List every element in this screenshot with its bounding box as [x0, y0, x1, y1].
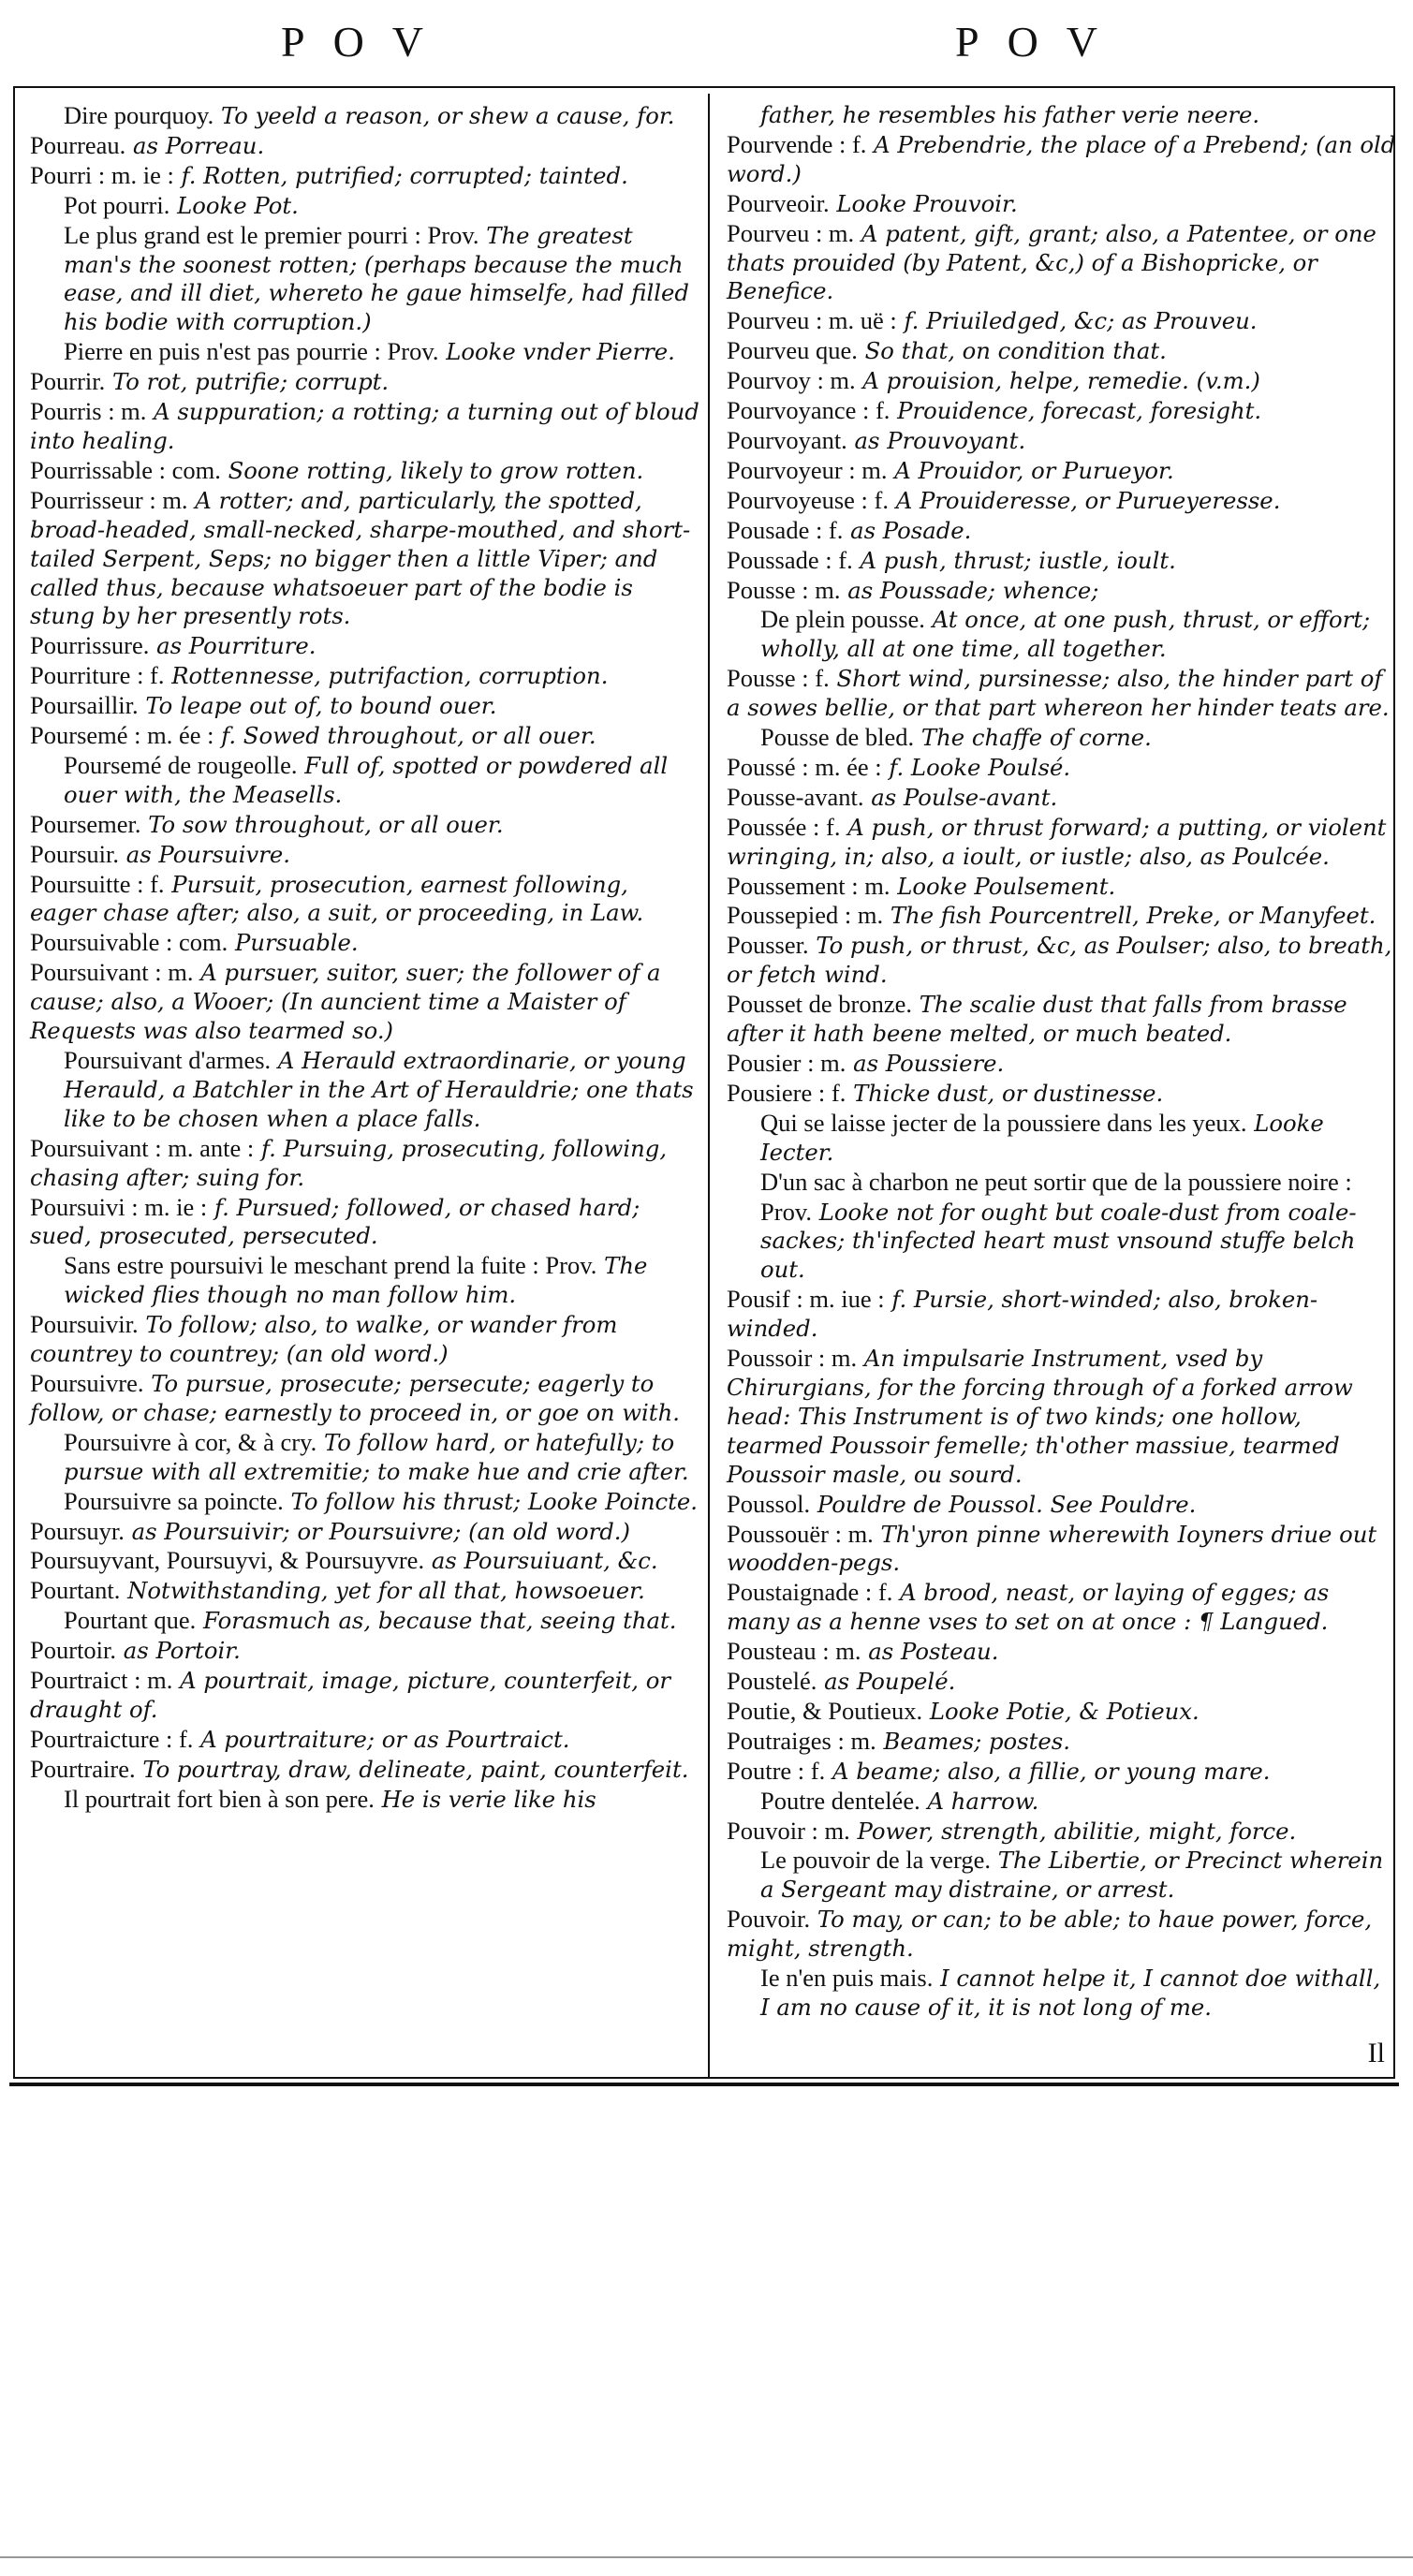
left-column [30, 101, 699, 1815]
dictionary-entry [727, 486, 1396, 516]
dictionary-entry [30, 721, 699, 751]
dictionary-entry [727, 1168, 1396, 1286]
dictionary-entry [30, 1606, 699, 1636]
dictionary-entry [727, 1905, 1396, 1964]
entry-gloss: The greatest man's the soonest rotten; (perhaps because the much ease, and ill diet, whereto he gaue himselfe, had filled his bodie with corruption.) [64, 221, 689, 336]
page-header [0, 0, 1413, 84]
entry-gloss: To pursue, prosecute; persecute; eagerly to follow, or chase; earnestly to proceed in, or goe on with. [30, 1369, 680, 1426]
entry-headword: Poussade : f. [727, 545, 853, 574]
entry-headword: Qui se laisse jecter de la poussiere dans les yeux. [760, 1108, 1247, 1137]
entry-headword: Poutraiges : m. [727, 1726, 876, 1755]
dictionary-entry [30, 367, 699, 397]
entry-headword: Poussée : f. [727, 812, 841, 841]
entry-gloss: The wicked flies though no man follow him. [64, 1252, 648, 1309]
entry-gloss: Forasmuch as, because that, seeing that. [203, 1607, 677, 1635]
entry-headword: Pourveu : m. uë : [727, 306, 897, 335]
entry-gloss: The scalie dust that falls from brasse after it hath beene melted, or much beated. [727, 991, 1347, 1048]
running-head-right: POV [955, 18, 1126, 66]
dictionary-entry [727, 456, 1396, 486]
entry-gloss: A Herauld extraordinarie, or young Herauld, a Batchler in the Art of Herauldrie; one thats like to be chosen when a place falls. [64, 1047, 694, 1132]
dictionary-entry [30, 1193, 699, 1252]
entry-headword: Pousade : f. [727, 515, 844, 544]
entry-gloss: as Poussiere. [853, 1050, 1005, 1077]
dictionary-entry [30, 928, 699, 958]
dictionary-entry [727, 664, 1396, 723]
entry-gloss: Looke vnder Pierre. [446, 338, 675, 366]
entry-gloss: Pursuable. [234, 929, 359, 957]
entry-gloss: as Pourriture. [156, 632, 316, 660]
entry-headword: Poursemer. [30, 809, 141, 838]
entry-headword: Poustaignade : f. [727, 1578, 893, 1607]
entry-headword: Poustelé. [727, 1667, 817, 1696]
entry-headword: Poussé : m. ée : [727, 752, 882, 781]
entry-headword: De plein pousse. [760, 605, 925, 634]
entry-gloss: Looke not for ought but coale-dust from coale-sackes; th'infected heart must vnsound stuffe belch out. [760, 1198, 1357, 1284]
entry-gloss: The fish Pourcentrell, Preke, or Manyfeet. [890, 902, 1376, 930]
entry-headword: Pourvoyeur : m. [727, 455, 888, 484]
entry-headword: Sans estre poursuivi le meschant prend la fuite : Prov. [64, 1251, 597, 1280]
dictionary-entry [30, 1428, 699, 1487]
entry-headword: Poursuivi : m. ie : [30, 1192, 208, 1221]
entry-headword: Pourrissable : com. [30, 455, 221, 484]
dictionary-entry [30, 486, 699, 632]
entry-headword: Poursuivable : com. [30, 928, 228, 957]
entry-headword: Poursaillir. [30, 691, 139, 720]
dictionary-entry [30, 751, 699, 810]
entry-headword: Pourtraict : m. [30, 1666, 173, 1695]
dictionary-entry [727, 605, 1396, 664]
entry-headword: Pourrir. [30, 367, 106, 396]
entry-gloss: A push, thrust; iustle, ioult. [860, 546, 1176, 574]
entry-gloss: as Portoir. [123, 1637, 241, 1665]
dictionary-entry [727, 1578, 1396, 1637]
entry-gloss: Looke Prouvoir. [836, 189, 1018, 217]
entry-headword: Pourtraire. [30, 1754, 136, 1783]
dictionary-entry [727, 813, 1396, 872]
entry-headword: Pourveu que. [727, 336, 858, 365]
entry-gloss: He is verie like his [381, 1785, 596, 1813]
dictionary-entry [727, 1817, 1396, 1847]
entry-headword: Pourvoyant. [727, 425, 847, 454]
dictionary-entry [30, 810, 699, 840]
entry-headword: Pousteau : m. [727, 1637, 861, 1666]
entry-headword: Pousif : m. iue : [727, 1285, 885, 1314]
entry-headword: Poursuivir. [30, 1310, 139, 1339]
entry-headword: Poussoir : m. [727, 1344, 858, 1373]
entry-gloss: To pourtray, draw, delineate, paint, counterfeit. [142, 1755, 689, 1783]
entry-gloss: as Poursuivir; or Poursuivre; (an old word.) [131, 1517, 630, 1545]
entry-gloss: A pursuer, suitor, suer; the follower of a cause; also, a Wooer; (In auncient time a Maister of Requests was also tearmed so.) [30, 959, 661, 1045]
entry-headword: Pouvoir. [727, 1905, 811, 1934]
entry-headword: Pourveoir. [727, 188, 830, 217]
dictionary-entry [727, 1490, 1396, 1520]
entry-headword: Poursemé de rougeolle. [64, 750, 298, 779]
entry-gloss: as Poursuivre. [125, 840, 290, 868]
entry-gloss: as Prouvoyant. [854, 426, 1026, 454]
entry-gloss: To leape out of, to bound ouer. [145, 692, 497, 720]
dictionary-entry [30, 101, 699, 131]
entry-headword: Poutre : f. [727, 1756, 826, 1785]
dictionary-entry [30, 131, 699, 161]
dictionary-entry [727, 901, 1396, 931]
dictionary-entry [727, 1667, 1396, 1697]
entry-headword: D'un sac à charbon ne peut sortir que de la poussiere noire : Prov. [760, 1167, 1352, 1226]
entry-headword: Pousse : f. [727, 664, 830, 693]
entry-gloss: Soone rotting, likely to grow rotten. [228, 456, 644, 484]
entry-headword: Poussol. [727, 1489, 811, 1518]
dictionary-entry [727, 1757, 1396, 1787]
entry-headword: Pousier : m. [727, 1049, 846, 1077]
entry-gloss: A rotter; and, particularly, the spotted, broad-headed, small-necked, sharpe-mouthed, and short-tailed Serpent, Seps; no bigger then a little Viper; and called thus, because whatsoeuer part of the bodie is stung by her presently rots. [30, 486, 691, 630]
entry-gloss: A beame; also, a fillie, or young mare. [832, 1757, 1271, 1785]
entry-headword: Pousser. [727, 931, 809, 960]
entry-headword: Ie n'en puis mais. [760, 1964, 934, 1993]
entry-gloss: So that, on condition that. [864, 337, 1167, 365]
entry-gloss: f. Rotten, putrified; corrupted; tainted. [181, 161, 628, 189]
entry-headword: Pousset de bronze. [727, 990, 912, 1019]
entry-gloss: An impulsarie Instrument, vsed by Chirurgians, for the forcing through of a forked arrow head: This Instrument is of two kinds; one hollow, tearmed Poussoir femelle; th'other massiue, tearmed Poussoir masle, ou sourd. [727, 1345, 1353, 1488]
entry-gloss: Looke Potie, & Potieux. [929, 1697, 1200, 1725]
entry-gloss: f. Pursie, short-winded; also, broken-winded. [727, 1286, 1318, 1343]
entry-gloss: as Porreau. [133, 131, 265, 159]
dictionary-entry [30, 1636, 699, 1666]
dictionary-entry [727, 990, 1396, 1049]
dictionary-entry [30, 661, 699, 691]
bottom-rule [0, 2556, 1413, 2558]
entry-headword: Pierre en puis n'est pas pourrie : Prov. [64, 337, 439, 366]
entry-headword: Le pouvoir de la verge. [760, 1846, 992, 1875]
dictionary-entry [727, 306, 1396, 336]
dictionary-entry [30, 1725, 699, 1755]
entry-gloss: A suppuration; a rotting; a turning out of bloud into healing. [30, 398, 699, 454]
entry-headword: Poursuivant : m. ante : [30, 1133, 255, 1162]
entry-gloss: Thicke dust, or dustinesse. [853, 1079, 1164, 1107]
entry-headword: Pouvoir : m. [727, 1816, 850, 1845]
dictionary-entry [30, 161, 699, 191]
dictionary-entry [727, 1727, 1396, 1757]
entry-headword: Pourvoyeuse : f. [727, 485, 889, 514]
entry-headword: Poursuivre à cor, & à cry. [64, 1427, 317, 1456]
entry-headword: Poutre dentelée. [760, 1786, 920, 1815]
dictionary-entry [30, 1576, 699, 1606]
entry-gloss: as Poulse-avant. [871, 783, 1058, 811]
dictionary-entry [30, 870, 699, 929]
entry-gloss: A Prouideresse, or Purueyeresse. [895, 486, 1281, 514]
entry-headword: Pourtraicture : f. [30, 1724, 194, 1753]
entry-headword: Poursuitte : f. [30, 869, 165, 898]
entry-gloss: Pursuit, prosecution, earnest following, eager chase after; also, a suit, or proceeding, in Law. [30, 870, 644, 927]
entry-gloss: Short wind, pursinesse; also, the hinder part of a sowes bellie, or that part whereon her hinder teats are. [727, 665, 1390, 722]
entry-headword: Le plus grand est le premier pourri : Prov. [64, 220, 479, 249]
entry-gloss: as Poupelé. [824, 1668, 956, 1696]
entry-gloss: At once, at one push, thrust, or effort; wholly, all at one time, all together. [760, 606, 1371, 663]
entry-gloss: Power, strength, abilitie, might, force. [857, 1817, 1297, 1845]
dictionary-entry [727, 1109, 1396, 1168]
entry-gloss: To rot, putrifie; corrupt. [111, 368, 390, 396]
dictionary-entry [727, 1846, 1396, 1905]
dictionary-entry [727, 1964, 1396, 2023]
entry-headword: Pourri : m. ie : [30, 160, 174, 189]
entry-gloss: as Posteau. [868, 1638, 999, 1666]
entry-gloss: as Poussade; whence; [847, 576, 1099, 604]
entry-headword: Poursuivant : m. [30, 958, 194, 987]
entry-gloss: To sow throughout, or all ouer. [148, 810, 504, 838]
entry-gloss: To follow hard, or hatefully; to pursue with all extremitie; to make hue and crie after. [64, 1428, 689, 1485]
entry-gloss: Looke Pot. [177, 191, 299, 219]
entry-gloss: Prouidence, forecast, foresight. [897, 397, 1262, 425]
dictionary-entry [727, 931, 1396, 990]
dictionary-entry [727, 1285, 1396, 1344]
entry-headword: Pourtant que. [64, 1606, 197, 1635]
dictionary-entry [30, 958, 699, 1046]
entry-headword: Pousse-avant. [727, 782, 864, 811]
entry-gloss: as Poursuiuant, &c. [431, 1547, 658, 1575]
entry-headword: Pourreau. [30, 130, 126, 159]
entry-headword: Pourveu : m. [727, 218, 855, 247]
entry-gloss: f. Pursuing, prosecuting, following, chasing after; suing for. [30, 1134, 668, 1191]
entry-headword: Pourvoyance : f. [727, 396, 890, 425]
entry-gloss: Rottennesse, putrifaction, corruption. [171, 662, 609, 690]
entry-headword: Il pourtrait fort bien à son pere. [64, 1784, 375, 1813]
entry-headword: Pot pourri. [64, 190, 170, 219]
dictionary-entry [30, 1251, 699, 1310]
entry-headword: Pourvende : f. [727, 129, 867, 158]
entry-headword: Poursuivre sa poincte. [64, 1486, 284, 1515]
dictionary-entry [30, 631, 699, 661]
dictionary-entry [727, 130, 1396, 189]
entry-gloss: Th'yron pinne wherewith Ioyners driue out woodden-pegs. [727, 1520, 1377, 1577]
entry-headword: Dire pourquoy. [64, 101, 214, 129]
dictionary-entry [727, 1697, 1396, 1727]
entry-gloss: Looke Poulsement. [897, 872, 1116, 900]
dictionary-entry [727, 189, 1396, 219]
entry-headword: Poursemé : m. ée : [30, 721, 214, 750]
right-column [727, 101, 1396, 2023]
dictionary-entry [30, 1755, 699, 1785]
dictionary-entry [727, 753, 1396, 783]
entry-gloss: A pourtraiture; or as Pourtraict. [200, 1725, 570, 1753]
column-divider [708, 94, 710, 2077]
dictionary-entry [30, 397, 699, 456]
entry-gloss: A Prouidor, or Purueyor. [894, 456, 1174, 484]
dictionary-entry [30, 337, 699, 367]
dictionary-entry [727, 1049, 1396, 1079]
entry-headword: Pourvoy : m. [727, 366, 856, 395]
running-head-left: POV [281, 18, 452, 66]
entry-headword: Poursuyr. [30, 1516, 125, 1545]
dictionary-entry [727, 783, 1396, 813]
entry-gloss: f. Priuiledged, &c; as Prouveu. [904, 307, 1258, 335]
dictionary-entry [727, 426, 1396, 456]
dictionary-entry [30, 1517, 699, 1547]
entry-gloss: Pouldre de Poussol. See Pouldre. [817, 1490, 1197, 1518]
dictionary-entry [30, 456, 699, 486]
entry-headword: Poursuyvant, Poursuyvi, & Poursuyvre. [30, 1546, 425, 1575]
entry-gloss: as Posade. [850, 516, 972, 544]
dictionary-entry [727, 219, 1396, 307]
entry-headword: Pourtoir. [30, 1636, 117, 1665]
dictionary-entry [727, 1787, 1396, 1817]
entry-gloss: A Prebendrie, the place of a Prebend; (an old word.) [727, 130, 1396, 187]
dictionary-entry [727, 101, 1396, 130]
entry-headword: Poussouër : m. [727, 1519, 874, 1548]
dictionary-entry [727, 1520, 1396, 1579]
entry-gloss: A brood, neast, or laying of egges; as many as a henne vses to set on at once : ¶ Langued. [727, 1579, 1330, 1636]
entry-headword: Poursuivre. [30, 1368, 144, 1397]
entry-gloss: To follow his thrust; Looke Poincte. [290, 1487, 699, 1515]
dictionary-entry [30, 840, 699, 870]
entry-gloss: To yeeld a reason, or shew a cause, for. [220, 102, 675, 129]
entry-headword: Pourriture : f. [30, 661, 165, 690]
dictionary-entry [727, 396, 1396, 426]
entry-gloss: f. Looke Poulsé. [889, 753, 1071, 781]
entry-gloss: Looke Iecter. [760, 1109, 1324, 1166]
dictionary-entry [30, 221, 699, 338]
entry-headword: Poussepied : m. [727, 901, 884, 930]
signature-mark: Il [1367, 2038, 1385, 2068]
dictionary-entry [727, 336, 1396, 366]
dictionary-entry [727, 723, 1396, 753]
dictionary-entry [727, 1637, 1396, 1667]
entry-gloss: A pourtrait, image, picture, counterfeit, or draught of. [30, 1667, 670, 1723]
dictionary-entry [727, 872, 1396, 902]
entry-gloss: A harrow. [927, 1787, 1039, 1815]
dictionary-entry [727, 1079, 1396, 1109]
dictionary-entry [727, 576, 1396, 606]
entry-gloss: f. Sowed throughout, or all ouer. [221, 722, 596, 750]
entry-headword: Poutie, & Poutieux. [727, 1696, 923, 1725]
dictionary-entry [30, 1046, 699, 1134]
dictionary-entry [727, 546, 1396, 576]
entry-gloss: f. Pursued; followed, or chased hard; sued, prosecuted, persecuted. [30, 1193, 640, 1250]
entry-gloss: father, he resembles his father verie neere. [760, 101, 1260, 128]
entry-gloss: The Libertie, or Precinct wherein a Sergeant may distraine, or arrest. [760, 1847, 1384, 1904]
dictionary-entry [30, 1666, 699, 1725]
dictionary-entry [30, 1310, 699, 1369]
entry-gloss: To push, or thrust, &c, as Poulser; also, to breath, or fetch wind. [727, 932, 1392, 989]
entry-gloss: A patent, gift, grant; also, a Patentee, or one thats prouided (by Patent, &c,) of a Bishopricke, or Benefice. [727, 219, 1376, 305]
dictionary-entry [30, 1546, 699, 1576]
entry-headword: Pousse : m. [727, 575, 841, 604]
entry-headword: Pourris : m. [30, 397, 147, 426]
dictionary-entry [727, 366, 1396, 396]
entry-gloss: To follow; also, to walke, or wander from countrey to countrey; (an old word.) [30, 1311, 618, 1368]
entry-gloss: A prouision, helpe, remedie. (v.m.) [862, 367, 1260, 395]
dictionary-entry [30, 191, 699, 221]
dictionary-entry [30, 691, 699, 721]
entry-gloss: Beames; postes. [883, 1727, 1070, 1755]
entry-headword: Pourrissure. [30, 631, 150, 660]
dictionary-entry [30, 1785, 699, 1815]
entry-gloss: I cannot helpe it, I cannot doe withall, I am no cause of it, it is not long of me. [760, 1965, 1381, 2021]
dictionary-entry [30, 1134, 699, 1193]
entry-gloss: Full of, spotted or powdered all ouer with, the Measells. [64, 751, 669, 808]
dictionary-entry [30, 1369, 699, 1428]
entry-headword: Pousse de bled. [760, 723, 915, 752]
entry-headword: Pourtant. [30, 1576, 121, 1605]
dictionary-entry [727, 516, 1396, 546]
entry-headword: Pousiere : f. [727, 1078, 846, 1107]
entry-gloss: To may, or can; to be able; to haue power, force, might, strength. [727, 1906, 1373, 1963]
dictionary-entry [727, 1344, 1396, 1490]
entry-headword: Pourrisseur : m. [30, 485, 188, 514]
entry-headword: Poursuivant d'armes. [64, 1046, 272, 1074]
entry-gloss: A push, or thrust forward; a putting, or violent wringing, in; also, a ioult, or iustle; also, as Poulcée. [727, 813, 1387, 870]
entry-headword: Poussement : m. [727, 871, 890, 900]
dictionary-entry [30, 1487, 699, 1517]
entry-headword: Poursuir. [30, 839, 119, 868]
entry-gloss: Notwithstanding, yet for all that, howsoeuer. [127, 1577, 645, 1605]
entry-gloss: The chaffe of corne. [920, 724, 1152, 752]
